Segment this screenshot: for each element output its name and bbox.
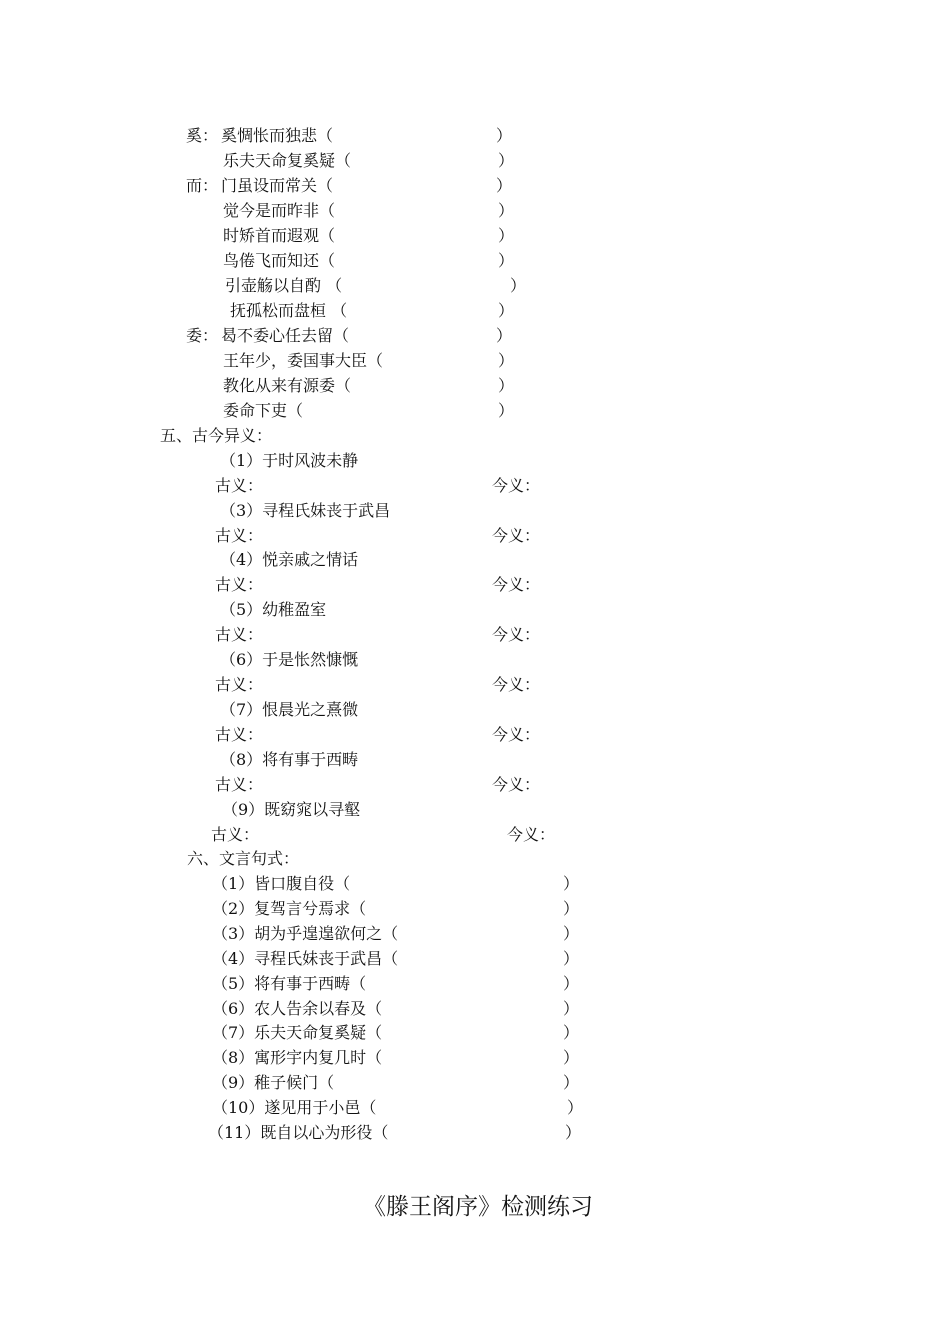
blank-close: ）: [563, 924, 580, 943]
blank-close-er-3: ）: [498, 226, 515, 245]
blank-close-wei-1: ）: [496, 326, 513, 345]
blank-close: ）: [565, 1123, 582, 1142]
old-meaning-label: 古义：: [215, 625, 264, 644]
old-meaning-label: 古义：: [215, 575, 264, 594]
sentence-item: （2）复驾言兮焉求（: [212, 899, 367, 918]
blank-close-wei-2: ）: [498, 351, 515, 370]
new-meaning-label: 今义：: [507, 825, 556, 844]
blank-close-xi-1: ）: [496, 126, 513, 145]
blank-close-er-6: ）: [498, 301, 515, 320]
label-er: 而：: [186, 176, 219, 195]
term-item: （6）于是怅然慷慨: [220, 650, 359, 669]
sentence-item: （5）将有事于西畴（: [212, 974, 367, 993]
new-meaning-label: 今义：: [492, 775, 541, 794]
new-meaning-label: 今义：: [492, 675, 541, 694]
sentence-item: （9）稚子候门（: [212, 1073, 335, 1092]
old-meaning-label: 古义：: [215, 675, 264, 694]
item-wei-4: 委命下吏（: [223, 401, 304, 420]
old-meaning-label: 古义：: [215, 725, 264, 744]
item-er-2: 觉今是而昨非（: [223, 201, 336, 220]
label-xi: 奚：: [186, 126, 219, 145]
section-heading-6: 六、文言句式：: [187, 849, 300, 868]
blank-close-er-4: ）: [498, 251, 515, 270]
item-er-3: 时矫首而遐观（: [223, 226, 336, 245]
term-item: （9）既窈窕以寻壑: [222, 800, 361, 819]
blank-close: ）: [563, 1048, 580, 1067]
page-title: 《滕王阁序》检测练习: [363, 1194, 593, 1220]
sentence-item: （3）胡为乎遑遑欲何之（: [212, 924, 399, 943]
item-er-4: 鸟倦飞而知还（: [223, 251, 336, 270]
item-xi-2: 乐夫天命复奚疑（: [223, 151, 352, 170]
term-item: （4）悦亲戚之情话: [220, 550, 359, 569]
term-item: （3）寻程氏妹丧于武昌: [220, 501, 391, 520]
sentence-item: （4）寻程氏妹丧于武昌（: [212, 949, 399, 968]
item-wei-2: 王年少，委国事大臣（: [223, 351, 384, 370]
blank-close-er-1: ）: [496, 176, 513, 195]
item-xi-1: 奚惆怅而独悲（: [221, 126, 334, 145]
blank-close: ）: [563, 999, 580, 1018]
item-wei-1: 曷不委心任去留（: [221, 326, 350, 345]
blank-close: ）: [563, 1073, 580, 1092]
sentence-item: （8）寓形宇内复几时（: [212, 1048, 383, 1067]
old-meaning-label: 古义：: [215, 476, 264, 495]
new-meaning-label: 今义：: [492, 575, 541, 594]
sentence-item: （6）农人告余以春及（: [212, 999, 383, 1018]
item-er-1: 门虽设而常关（: [221, 176, 334, 195]
old-meaning-label: 古义：: [215, 775, 264, 794]
blank-close-wei-3: ）: [498, 376, 515, 395]
blank-close-wei-4: ）: [498, 401, 515, 420]
item-er-5: 引壶觞以自酌 （: [225, 276, 343, 295]
old-meaning-label: 古义：: [211, 825, 260, 844]
item-er-6: 抚孤松而盘桓 （: [230, 301, 348, 320]
blank-close-er-2: ）: [498, 201, 515, 220]
sentence-item: （11）既自以心为形役（: [208, 1123, 389, 1142]
term-item: （1）于时风波未静: [220, 451, 359, 470]
sentence-item: （7）乐夫天命复奚疑（: [212, 1023, 383, 1042]
section-heading-5: 五、古今异义：: [160, 426, 273, 445]
blank-close: ）: [563, 899, 580, 918]
blank-close-xi-2: ）: [498, 151, 515, 170]
term-item: （8）将有事于西畴: [220, 750, 359, 769]
blank-close: ）: [563, 874, 580, 893]
sentence-item: （10）遂见用于小邑（: [212, 1098, 377, 1117]
blank-close: ）: [567, 1098, 584, 1117]
term-item: （7）恨晨光之熹微: [220, 700, 359, 719]
new-meaning-label: 今义：: [492, 625, 541, 644]
new-meaning-label: 今义：: [492, 725, 541, 744]
blank-close: ）: [563, 949, 580, 968]
blank-close: ）: [563, 974, 580, 993]
old-meaning-label: 古义：: [215, 526, 264, 545]
new-meaning-label: 今义：: [492, 476, 541, 495]
blank-close: ）: [563, 1023, 580, 1042]
term-item: （5）幼稚盈室: [220, 600, 327, 619]
item-wei-3: 教化从来有源委（: [223, 376, 352, 395]
new-meaning-label: 今义：: [492, 526, 541, 545]
blank-close-er-5: ）: [510, 276, 527, 295]
sentence-item: （1）皆口腹自役（: [212, 874, 351, 893]
label-wei: 委：: [186, 326, 219, 345]
